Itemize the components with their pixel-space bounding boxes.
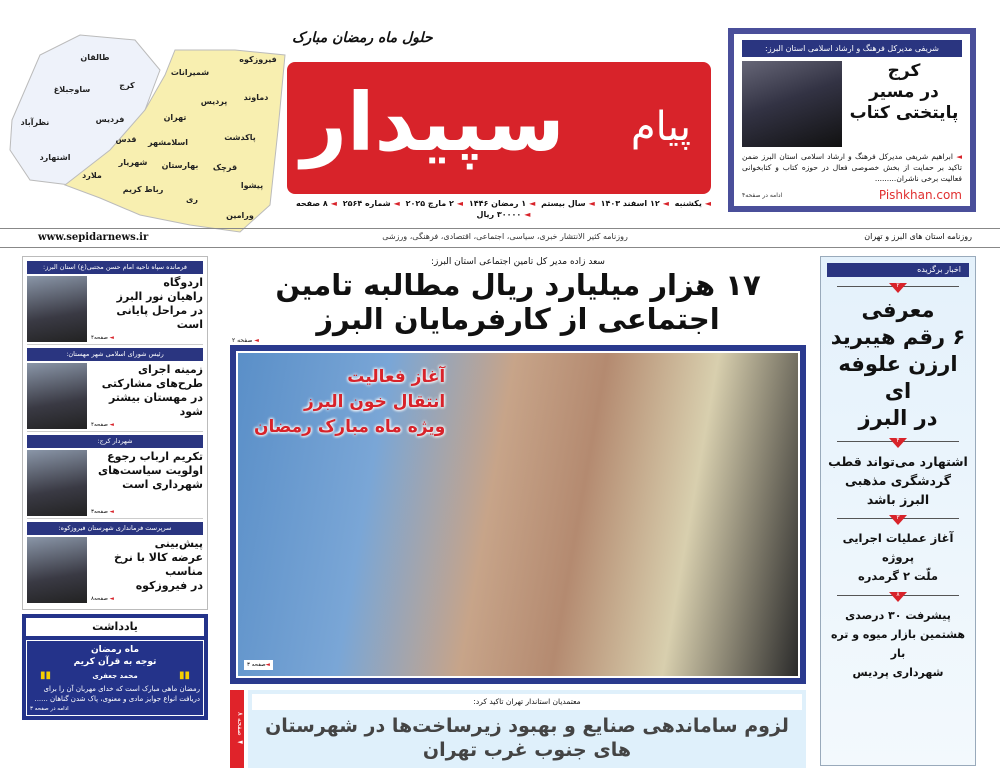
item-page-ref: ◄ صفحه۴ [91,335,114,341]
item-kicker: شهردار کرج: [27,435,203,448]
page-marker: ۲ [827,283,969,297]
watermark: Pishkhan.com [878,188,962,202]
editorial-box[interactable] [22,614,208,720]
map-label: نظرآباد [20,118,50,127]
editorial-continue[interactable]: ادامه در صفحه ۳ [30,706,69,712]
item-headline: اردوگاه راهیان نور البرز در مراحل پایانی است [116,276,203,331]
map-label: طالقان [80,53,110,62]
map-label: ساوجبلاغ [53,85,91,94]
left-column-wrap [22,256,208,720]
editorial-title: یادداشت [26,618,204,636]
dateline-date: ۱۲ اسفند ۱۴۰۳ [600,199,660,208]
map-label: بهارستان [161,161,199,170]
headline-line: پایتختی کتاب [849,103,959,123]
dateline-price: ۳۰۰۰۰ ریال [476,210,522,219]
alborz-tehran-map [0,20,290,235]
photo-page-ref: ◄صفحه ۳ [244,660,273,670]
divider [0,247,1000,248]
website-link[interactable]: www.sepidarnews.ir [38,232,149,243]
editorial-headline: ماه رمضان توجه به قرآن کریم [73,645,157,667]
main-column [230,256,806,768]
featured-news-column [820,256,976,766]
editorial-text: رمضان ماهی مبارک است که خدای مهربان آن را برای دریافت انواع جوایز مادی و معنوی، پاک شدن گناهان ...... [34,685,200,703]
map-label: پاکدشت [224,133,256,142]
bottom-story-page-tab: ◄ صفحه ۸ [230,690,244,768]
dateline-issue: شماره ۲۵۶۴ [342,199,391,208]
map-label: قرچک [212,163,238,172]
featured-news-item[interactable]: اشتهارد می‌تواند قطب گردشگری مذهبی البرز باشد [828,454,968,507]
item-photo [27,450,87,516]
newspaper-logo [287,62,711,194]
map-label: رباط کریم [122,185,164,194]
left-news-item[interactable] [27,522,203,605]
left-news-item[interactable] [27,348,203,432]
item-page-ref: ◄ صفحه۳ [91,509,114,515]
page-marker: ۴ [827,438,969,452]
item-kicker: رئیس شورای اسلامی شهر مهستان: [27,348,203,361]
feature-box [728,28,976,212]
logo-main: سپیدار [301,76,565,169]
item-headline: زمینه اجرای طرح‌های مشارکتی در مهستان بیشتر شود [101,363,203,418]
bottom-story-headline: لزوم ساماندهی صنایع و بهبود زیرساخت‌ها در شهرستان های جنوب غرب تهران [265,715,789,761]
feature-photo [742,61,842,147]
map-label: قدس [115,135,137,144]
map-label: ورامین [226,211,254,220]
feature-kicker: شریفی مدیرکل فرهنگ و ارشاد اسلامی استان البرز: [742,40,962,57]
item-page-ref: ◄ صفحه۴ [91,422,114,428]
page-marker: ۳ [827,515,969,529]
item-photo [27,276,87,342]
newspaper-description: روزنامه کثیر الانتشار خبری، سیاسی، اجتماعی، اقتصادی، فرهنگی، ورزشی [382,232,628,241]
blood-donation-photo[interactable] [236,351,800,678]
map-label: شمیرانات [170,68,210,77]
left-news-item[interactable] [27,435,203,519]
feature-body-text: ابراهیم شریفی مدیرکل فرهنگ و ارشاد اسلامی استان البرز ضمن تاکید بر حمایت از بخش خصوصی فعال در حوزه کتاب و کتابخوانی فعالیت برخی ناشران......... [742,152,962,183]
item-kicker: سرپرست فرمانداری شهرستان فیروزکوه: [27,522,203,535]
map-label: فردیس [95,115,125,124]
main-photo-frame [230,345,806,684]
dateline-hijri: ۱ رمضان ۱۴۴۶ [468,199,527,208]
bottom-story-kicker: معتمدیان استاندار تهران تاکید کرد: [252,694,802,710]
left-news-column [22,256,208,610]
map-label: ملارد [82,171,102,180]
map-label: پردیس [200,97,228,106]
item-page-ref: ◄ صفحه۸ [91,596,114,602]
map-label: کرج [119,81,135,90]
featured-news-header: اخبار برگزیده [827,263,969,277]
feature-continue[interactable]: ادامه در صفحه۴ [742,191,783,199]
map-label: ری [186,195,198,204]
dateline-day: یکشنبه [674,199,702,208]
page-marker: ۸ [827,592,969,606]
photo-caption: آغاز فعالیت انتقال خون البرز ویژه ماه مبارک رمضان [254,367,446,437]
left-news-item[interactable] [27,261,203,345]
item-photo [27,537,87,603]
quote-icon: ▮▮ [178,670,190,681]
masthead-tagline: حلول ماه رمضان مبارک [292,30,433,46]
editorial-author: محمد جعفری [92,672,138,680]
map-label: فیروزکوه [239,55,277,64]
dateline-pages: ۸ صفحه [296,199,328,208]
logo-small: پیام [630,104,691,150]
dateline-year: سال بیستم [541,199,586,208]
region-line: روزنامه استان های البرز و تهران [864,232,972,241]
map-label: دماوند [243,93,269,102]
main-page-ref: ◄ صفحه ۲ [232,337,259,344]
dateline: ◄یکشنبه ◄۱۲ اسفند ۱۴۰۳ ◄سال بیستم ◄۱ رمضان ۱۴۴۶ ◄۲ مارچ ۲۰۲۵ ◄شماره ۲۵۶۴ ◄۸ صفحه ◄۳۰۰۰۰ ریال [296,199,711,219]
headline-line: در مسیر [869,82,939,102]
feature-headline[interactable] [846,61,962,124]
feature-body: ◄ ابراهیم شریفی مدیرکل فرهنگ و ارشاد اسلامی استان البرز ضمن تاکید بر حمایت از بخش خصوصی فعال در حوزه کتاب و کتابخوانی فعالیت برخی ناشران......... [742,152,962,183]
map-label: اشتهارد [39,153,71,162]
main-headline[interactable]: ۱۷ هزار میلیارد ریال مطالبه تامین اجتماعی از کارفرمایان البرز [275,268,761,336]
item-headline: پیش‌بینی عرضه کالا با نرخ مناسب در فیروزکوه [113,537,203,592]
bottom-story[interactable] [230,690,806,768]
map-label: اسلامشهر [147,138,189,147]
headline-line: کرج [887,61,921,81]
divider [0,228,1000,229]
item-photo [27,363,87,429]
map-label: تهران [163,113,187,122]
map-label: شهریار [118,158,148,167]
map-label: پیشوا [240,181,264,190]
dateline-gregorian: ۲ مارچ ۲۰۲۵ [405,199,454,208]
quote-icon: ▮▮ [40,670,52,681]
featured-news-item[interactable]: پیشرفت ۳۰ درصدی هشتمین بازار میوه و تره بار شهرداری پردیس [830,609,966,679]
featured-news-item[interactable]: معرفی ۶ رقم هیبرید ارزن علوفه ای در البرز [830,298,966,430]
featured-news-item[interactable]: آغاز عملیات اجرایی پروژه ملّت ۲ گرمدره [842,531,954,583]
main-kicker: سعد زاده مدیر کل تامین اجتماعی استان البرز: [431,257,605,267]
item-kicker: فرمانده سپاه ناحیه امام حسن مجتبی(ع) استان البرز: [27,261,203,274]
item-headline: تکریم ارباب رجوع اولویت سیاست‌های شهرداری است [98,450,203,491]
